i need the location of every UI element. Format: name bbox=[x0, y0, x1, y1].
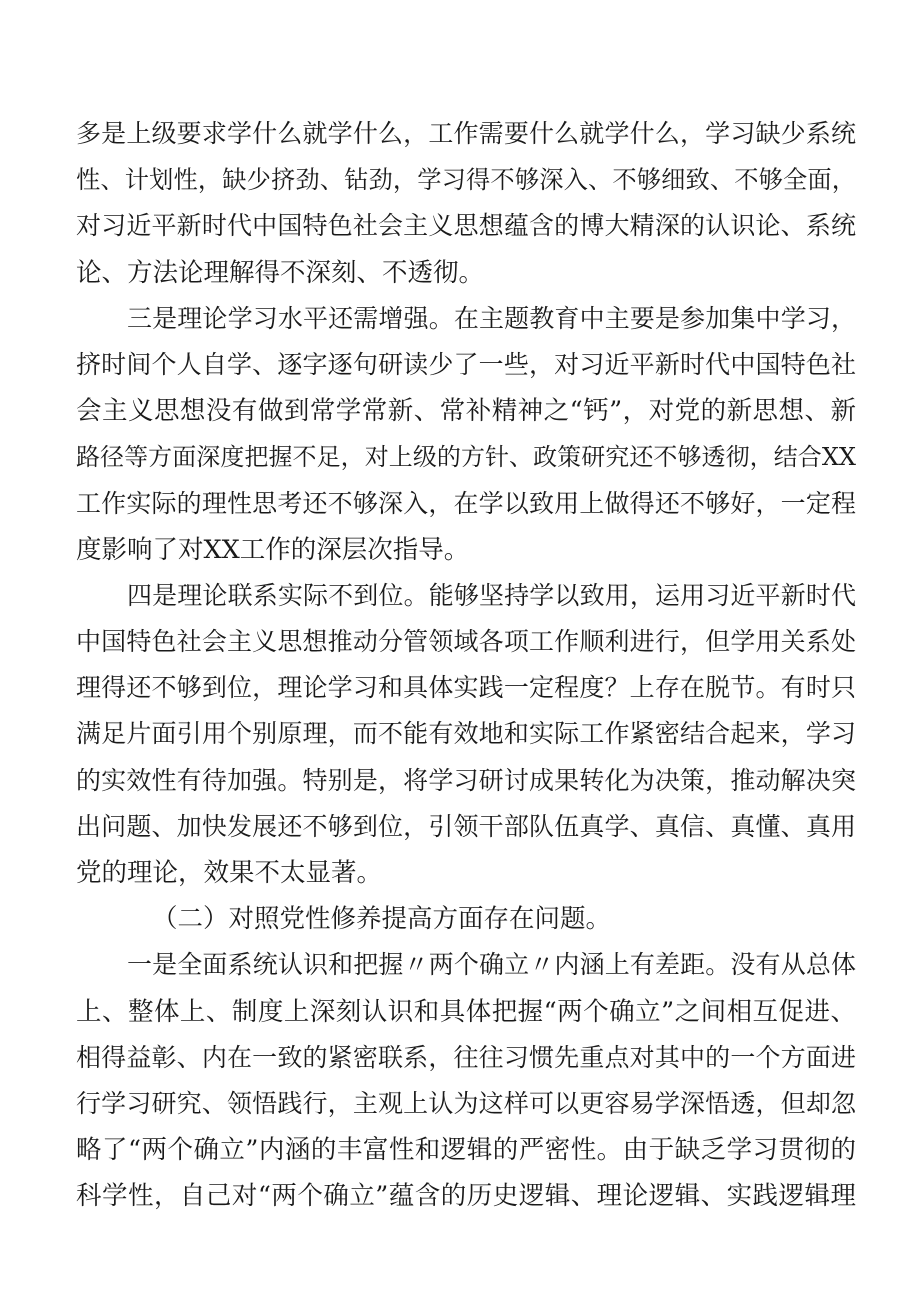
text-line: 上、整体上、制度上深刻认识和具体把握“两个确立”之间相互促进、 bbox=[76, 996, 856, 1027]
section-heading: （二）对照党性修养提高方面存在问题。 bbox=[152, 904, 612, 935]
text-line: 工作实际的理性思考还不够深入，在学以致用上做得还不够好，一定程 bbox=[76, 488, 856, 518]
text-line: 会主义思想没有做到常学常新、常补精神之“钙”，对党的新思想、新 bbox=[76, 396, 856, 427]
text-line: 行学习研究、领悟践行，主观上认为这样可以更容易学深悟透，但却忽 bbox=[76, 1088, 856, 1118]
text-line: 论、方法论理解得不深刻、不透彻。 bbox=[76, 257, 485, 288]
document-body bbox=[76, 111, 856, 1220]
text-line: 中国特色社会主义思想推动分管领域各项工作顺利进行，但学用关系处 bbox=[76, 627, 856, 657]
text-line: 略了“两个确立”内涵的丰富性和逻辑的严密性。由于缺乏学习贯彻的 bbox=[76, 1135, 856, 1166]
text-line: 挤时间个人自学、逐字逐句研读少了一些，对习近平新时代中国特色社 bbox=[76, 349, 856, 379]
paragraph-heading-line: 三是理论学习水平还需增强。在主题教育中主要是参加集中学习， bbox=[127, 303, 856, 333]
paragraph-heading-line: 一是全面系统认识和把握〃两个确立〃内涵上有差距。没有从总体 bbox=[127, 950, 856, 980]
paragraph-heading-line: 四是理论联系实际不到位。能够坚持学以致用，运用习近平新时代 bbox=[127, 580, 856, 610]
text-line: 理得还不够到位，理论学习和具体实践一定程度？上存在脱节。有时只 bbox=[76, 673, 856, 703]
text-line: 多是上级要求学什么就学什么，工作需要什么就学什么，学习缺少系统 bbox=[76, 119, 856, 148]
text-line: 性、计划性，缺少挤劲、钻劲，学习得不够深入、不够细致、不够全面， bbox=[76, 165, 856, 195]
text-line: 对习近平新时代中国特色社会主义思想蕴含的博大精深的认识论、系统 bbox=[76, 211, 856, 241]
text-line: 出问题、加快发展还不够到位，引领干部队伍真学、真信、真懂、真用 bbox=[76, 811, 856, 841]
text-line: 满足片面引用个别原理，而不能有效地和实际工作紧密结合起来，学习 bbox=[76, 719, 856, 749]
text-line: 路径等方面深度把握不足，对上级的方针、政策研究还不够透彻，结合XX bbox=[76, 443, 856, 472]
text-line: 的实效性有待加强。特别是，将学习研讨成果转化为决策，推动解决突 bbox=[76, 765, 856, 795]
text-line: 度影响了对XX工作的深层次指导。 bbox=[76, 534, 470, 565]
text-line: 相得益彰、内在一致的紧密联系，往往习惯先重点对其中的一个方面进 bbox=[76, 1042, 856, 1072]
text-line: 科学性，自己对“两个确立”蕴含的历史逻辑、理论逻辑、实践逻辑理 bbox=[76, 1181, 856, 1212]
text-line: 党的理论，效果不太显著。 bbox=[76, 858, 383, 888]
